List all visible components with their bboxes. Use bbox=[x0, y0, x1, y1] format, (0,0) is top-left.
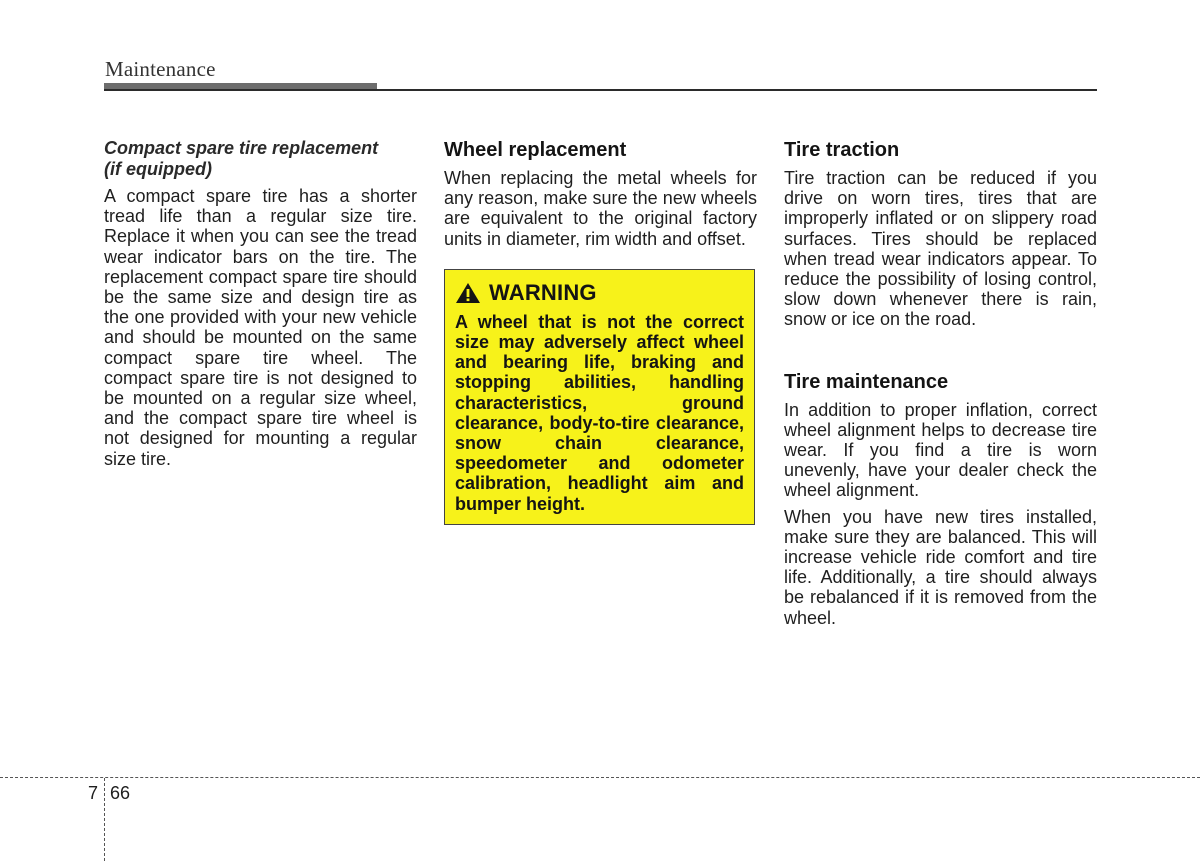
chapter-number: 7 bbox=[88, 783, 99, 803]
wheel-replacement-paragraph: When replacing the metal wheels for any reason, make sure the new wheels are equivalent to the original factory units in diameter, rim width and offset. bbox=[444, 168, 757, 249]
tire-maintenance-heading: Tire maintenance bbox=[784, 370, 949, 393]
footer-divider bbox=[104, 778, 105, 861]
page-number: 66 bbox=[110, 783, 131, 803]
warning-box bbox=[444, 269, 755, 525]
compact-spare-subheading-line1: Compact spare tire replacement bbox=[104, 138, 379, 158]
tire-maintenance-paragraph: In addition to proper inflation, correct wheel alignment helps to decrease tire wear. If you find a tire is worn unevenly, have your dealer check the wheel alignment. bbox=[784, 399, 1097, 501]
column-tire-care bbox=[784, 138, 1097, 628]
tire-traction-heading: Tire traction bbox=[784, 139, 900, 161]
warning-text: A wheel that is not the correct size may adversely affect wheel and bearing life, braking and stopping abilities, handling characteristics, ground clearance, body-to-tire clearance, snow chain clearance, speedometer and odometer calibration, headlight aim and bumper height. bbox=[455, 311, 744, 514]
header-rule bbox=[104, 89, 1097, 91]
section-title: Maintenance bbox=[105, 57, 216, 81]
footer-rule bbox=[0, 777, 1200, 778]
compact-spare-subheading-line2: (if equipped) bbox=[104, 159, 212, 179]
wheel-replacement-heading: Wheel replacement bbox=[444, 139, 627, 161]
tire-traction-paragraph: Tire traction can be reduced if you drive on worn tires, tires that are improperly inflated or on slippery road surfaces. Tires should be replaced when tread wear indicators appear. To reduce the possibility of losing control, slow down whenever there is rain, snow or ice on the road. bbox=[784, 168, 1097, 330]
compact-spare-paragraph: A compact spare tire has a shorter tread life than a regular size tire. Replace it when you can see the tread wear indicator bars on the tire. The replacement compact spare tire should be the same size and design tire as the one provided with your new vehicle and should be mounted on the same compact spare tire wheel. The compact spare tire is not designed to be mounted on a regular size wheel, and the compact spare tire wheel is not designed for mounting a regular size tire. bbox=[104, 186, 417, 469]
column-wheel-replacement bbox=[444, 138, 757, 525]
column-compact-spare bbox=[104, 138, 417, 469]
warning-triangle-icon bbox=[455, 282, 481, 304]
warning-title: WARNING bbox=[489, 279, 597, 305]
warning-header bbox=[455, 280, 744, 306]
tire-balancing-paragraph: When you have new tires installed, make sure they are balanced. This will increase vehicle ride comfort and tire life. Additionally, a tire should always be rebalanced if it is removed from the wheel. bbox=[784, 506, 1097, 628]
compact-spare-subheading bbox=[104, 138, 417, 180]
